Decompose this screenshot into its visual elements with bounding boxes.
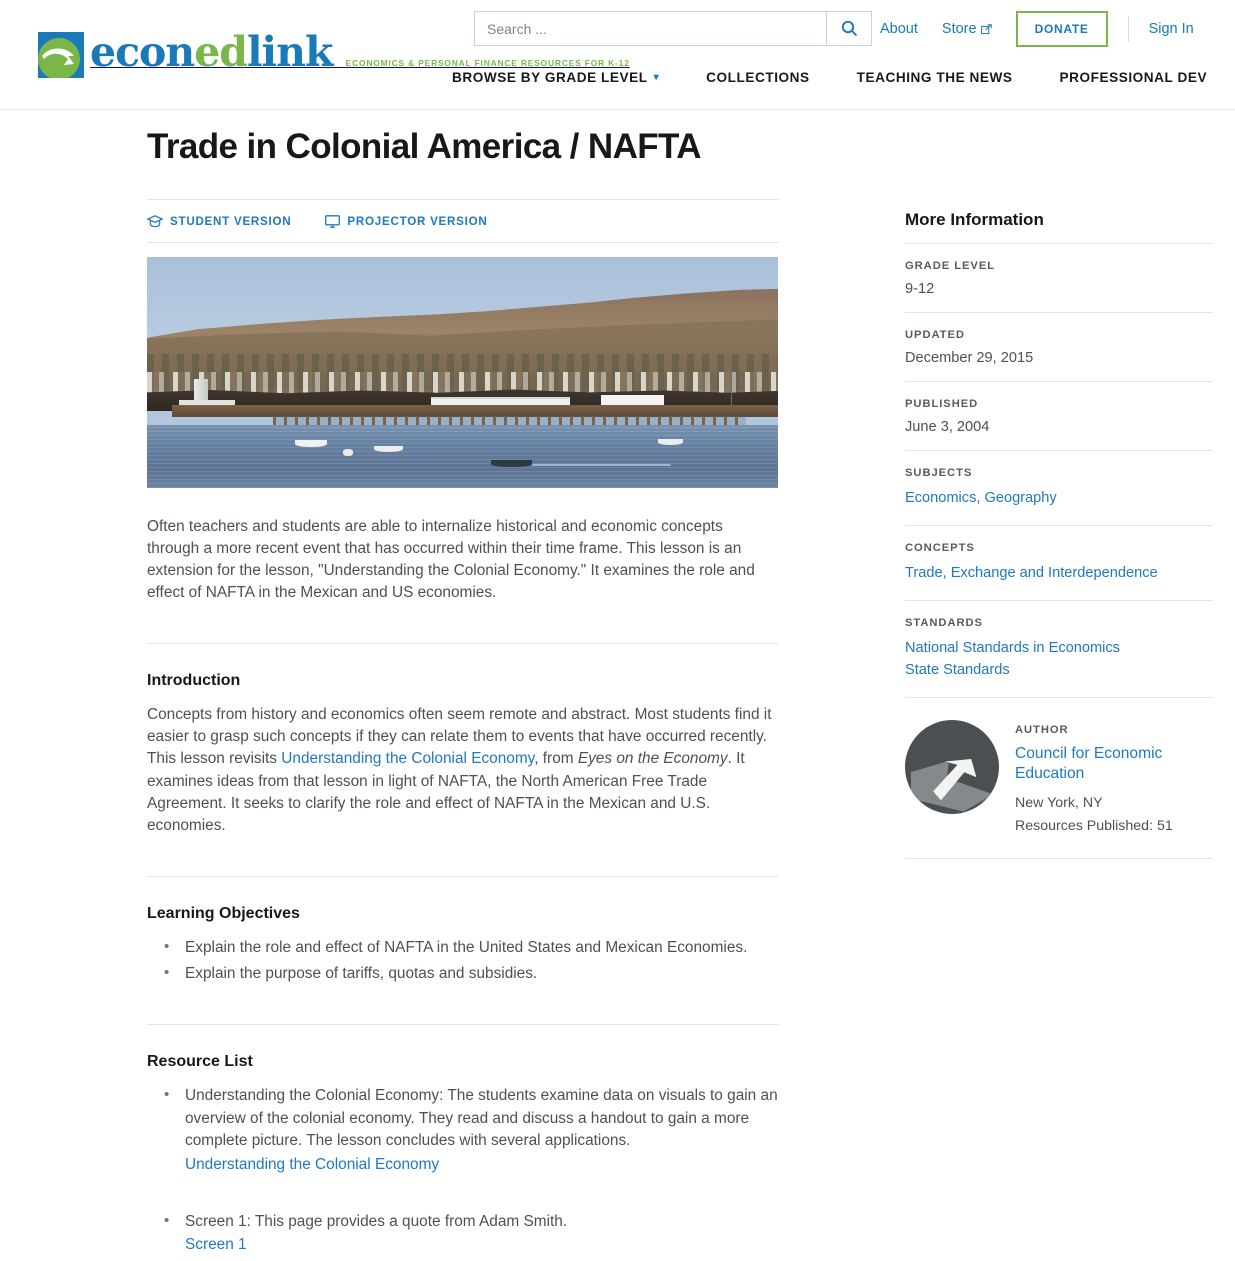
search-icon [841,20,858,37]
nav-teaching-the-news[interactable] [857,70,1013,85]
list-item: • Explain the purpose of tariffs, quotas and subsidies. [185,963,779,986]
sidebar-divider [905,858,1213,859]
nav-browse-label: BROWSE BY GRADE LEVEL [452,70,648,85]
objectives-list [147,937,779,986]
intro-part-3: . It examines ideas from that lesson in light of NAFTA, the North American Free Trade Agreement. It seeks to clarify the role and effect of NAFTA in the Mexican and U.S. economies. [147,750,745,835]
utility-nav [880,12,1218,46]
page-title: Trade in Colonial America / NAFTA [147,127,701,166]
resource-link[interactable]: Screen 1 [185,1236,247,1254]
avatar [905,720,999,814]
sign-in-link[interactable] [1149,21,1194,37]
search-form [474,11,872,46]
field-value: June 3, 2004 [905,419,990,435]
projector-version-label: PROJECTOR VERSION [347,214,488,228]
list-item: • Explain the role and effect of NAFTA in the United States and Mexican Economies. [185,937,779,960]
field-label: PUBLISHED [905,398,979,410]
intro-part-1: Concepts from history and economics often seem remote and abstract. Most students find it easier to grasp such concepts if they can relate them to events that have occurred recently. This lesson revisits [147,705,772,768]
summary-divider [147,643,779,644]
main-nav [452,70,1207,85]
main-content [147,128,779,1261]
nav-divider [1128,16,1129,42]
nav-professional-development[interactable] [1060,70,1208,85]
hero-white-boat-2 [374,446,402,452]
hero-white-boat-1 [295,440,327,447]
field-label: SUBJECTS [905,467,973,479]
student-version-label: STUDENT VERSION [170,214,292,228]
nav-profdev-label: PROFESSIONAL DEV [1059,70,1208,85]
resource-text: Understanding the Colonial Economy: The students examine data on visuals to gain an overview of the colonial economy. They read and discuss a handout to gain a more complete picture. The lesson concludes with several applications. [185,1087,778,1150]
resource-text: Screen 1: This page provides a quote from Adam Smith. [185,1212,568,1230]
sidebar-field-standards [905,601,1213,697]
author-info [1015,720,1213,838]
sidebar-field-subjects [905,451,1213,525]
author-name-link[interactable]: Council for Economic Education [1015,744,1163,782]
nav-collections-label: COLLECTIONS [706,70,810,85]
hero-sailboat-mast [731,363,732,409]
nav-store[interactable] [942,21,992,37]
resource-list [147,1085,779,1257]
nav-browse-by-grade-level[interactable] [452,70,659,85]
field-value: 9-12 [905,281,935,297]
search-button[interactable] [826,11,872,46]
introduction-text [147,704,779,838]
hero-buoy [343,449,353,456]
intro-part-2: , from [534,750,578,768]
concepts-link[interactable]: Trade, Exchange and Interdependence [905,564,1158,581]
sidebar-title: More Information [905,210,1044,229]
hero-water-ripples [147,425,778,487]
intro-link-understanding-colonial-economy[interactable]: Understanding the Colonial Economy [281,750,535,768]
objectives-divider [147,1024,779,1025]
field-label: GRADE LEVEL [905,260,996,272]
subjects-link[interactable]: Economics, Geography [905,490,1057,506]
author-block [905,698,1213,858]
logo-word-ed: ed [194,28,247,76]
external-link-icon [981,24,992,35]
list-item [185,1211,779,1257]
objectives-heading: Learning Objectives [147,904,300,922]
projector-version-link[interactable] [325,215,487,228]
sign-in-label: Sign In [1148,21,1194,37]
logo-word-econ: econ [90,28,195,76]
lesson-summary: Often teachers and students are able to internalize historical and economic concepts through a more recent event that has occurred within their time frame. This lesson is an extension for the lesson, "Understanding the Colonial Economy." It examines the role and effect of NAFTA in the Mexican and US economies. [147,517,755,602]
field-label: UPDATED [905,329,965,341]
donate-button[interactable]: DONATE [1016,11,1108,47]
student-version-link[interactable] [147,215,291,228]
hero-motorboat [491,460,532,467]
introduction-heading: Introduction [147,671,241,689]
version-divider [147,242,779,243]
site-header [0,0,1235,110]
sidebar-field-grade-level [905,244,1213,312]
logo-word-link: link [246,28,333,76]
author-label: AUTHOR [1015,723,1069,736]
standards-link-national[interactable]: National Standards in Economics [905,639,1120,656]
monitor-icon [325,215,340,228]
sidebar-field-published [905,382,1213,450]
nav-store-label: Store [941,21,977,37]
field-label: CONCEPTS [905,541,975,554]
chevron-down-icon: ▾ [653,72,660,83]
standards-link-state[interactable]: State Standards [905,661,1010,678]
hero-image [147,257,778,488]
resource-link[interactable]: Understanding the Colonial Economy [185,1155,440,1173]
nav-teaching-label: TEACHING THE NEWS [856,70,1013,85]
field-label: STANDARDS [905,616,983,629]
nav-collections[interactable] [706,70,809,85]
field-value: December 29, 2015 [905,350,1034,366]
author-location: New York, NY [1015,795,1103,812]
resources-heading: Resource List [147,1053,253,1071]
author-resources-published: Resources Published: 51 [1015,818,1173,835]
more-information-sidebar [905,210,1213,859]
introduction-divider [147,876,779,877]
hero-white-boat-3 [658,439,683,445]
logo-mark-icon [38,32,84,78]
intro-italic-eyes-on-the-economy: Eyes on the Economy [577,750,728,768]
nav-about[interactable] [880,21,918,37]
sidebar-field-concepts [905,526,1213,600]
version-links [147,200,779,242]
sidebar-field-updated [905,313,1213,381]
list-item [185,1085,779,1177]
search-input[interactable] [474,11,826,46]
nav-about-label: About [880,21,918,37]
logo-tagline: ECONOMICS & PERSONAL FINANCE RESOURCES FOR K-12 [345,58,630,68]
graduation-cap-icon [147,215,163,228]
